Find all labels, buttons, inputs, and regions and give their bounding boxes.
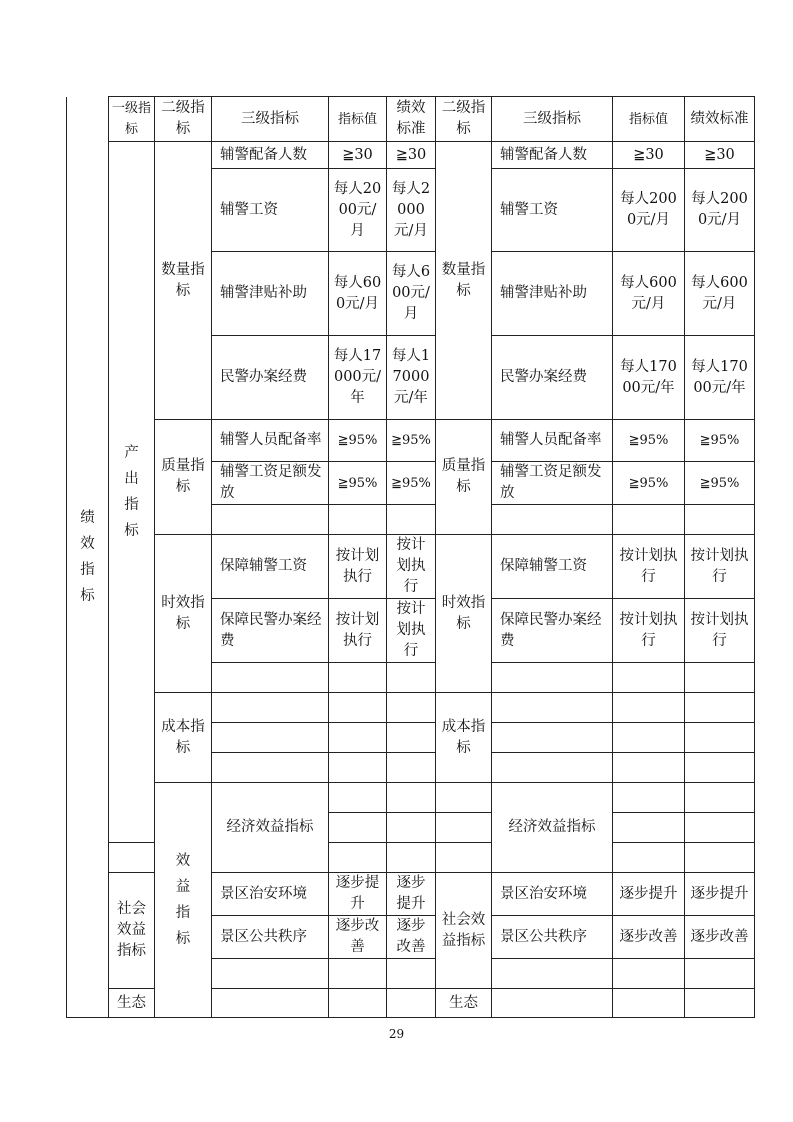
row-standard-left: ≧30: [387, 142, 436, 169]
empty-cell: [613, 505, 685, 535]
empty-cell: [685, 843, 755, 873]
empty-cell: [685, 693, 755, 723]
empty-cell: [212, 693, 329, 723]
header-value-left: 指标值: [329, 97, 387, 142]
timeliness-category-left: 时效指标: [155, 535, 212, 693]
empty-cell: [613, 663, 685, 693]
empty-cell: [387, 505, 436, 535]
empty-cell: [329, 693, 387, 723]
row-name-left: 景区公共秩序: [212, 916, 329, 959]
empty-cell: [329, 989, 387, 1018]
empty-cell: [329, 723, 387, 753]
row-standard-right: ≧95%: [685, 462, 755, 505]
quantity-category-right: 数量指标: [436, 142, 492, 420]
empty-cell: [685, 663, 755, 693]
performance-indicator-label: 绩效指标: [80, 509, 95, 604]
header-level3-left: 三级指标: [212, 97, 329, 142]
row-value-right: 逐步提升: [613, 873, 685, 916]
empty-cell: [329, 753, 387, 783]
empty-cell: [387, 989, 436, 1018]
empty-cell: [212, 989, 329, 1018]
empty-cell: [212, 959, 329, 989]
economic-category-right: 经济效益指标: [492, 783, 613, 873]
empty-cell: [613, 989, 685, 1018]
row-name-left: 保障民警办案经费: [212, 599, 329, 663]
empty-cell: [329, 663, 387, 693]
row-standard-left: 每人17000元/年: [387, 336, 436, 420]
row-standard-left: 逐步提升: [387, 873, 436, 916]
empty-cell: [212, 723, 329, 753]
row-standard-left: 按计划执行: [387, 599, 436, 663]
level0-label-cell: [67, 97, 109, 1018]
empty-cell: [212, 663, 329, 693]
row-standard-right: ≧30: [685, 142, 755, 169]
row-value-left: 每人600元/月: [329, 252, 387, 336]
empty-cell: [436, 783, 492, 813]
empty-cell: [492, 989, 613, 1018]
empty-cell: [685, 723, 755, 753]
performance-indicator-table: [66, 96, 754, 1018]
header-standard-left: 绩效标准: [387, 97, 436, 142]
row-name-left: 辅警工资足额发放: [212, 462, 329, 505]
row-name-right: 辅警工资: [492, 169, 613, 252]
row-name-right: 景区公共秩序: [492, 916, 613, 959]
row-value-left: 每人2000元/月: [329, 169, 387, 252]
empty-cell: [492, 753, 613, 783]
empty-cell: [685, 783, 755, 813]
row-standard-left: ≧95%: [387, 420, 436, 462]
empty-cell: [613, 693, 685, 723]
empty-cell: [387, 723, 436, 753]
empty-cell: [492, 693, 613, 723]
row-standard-right: 逐步提升: [685, 873, 755, 916]
empty-cell: [685, 813, 755, 843]
empty-cell: [387, 753, 436, 783]
row-standard-left: 按计划执行: [387, 535, 436, 599]
row-value-left: 逐步提升: [329, 873, 387, 916]
row-standard-left: 每人2000元/月: [387, 169, 436, 252]
row-name-right: 辅警津贴补助: [492, 252, 613, 336]
row-value-left: ≧95%: [329, 462, 387, 505]
row-value-right: 按计划执行: [613, 535, 685, 599]
row-name-right: 辅警人员配备率: [492, 420, 613, 462]
row-name-left: 保障辅警工资: [212, 535, 329, 599]
row-standard-right: 按计划执行: [685, 599, 755, 663]
row-standard-right: 每人600元/月: [685, 252, 755, 336]
row-value-left: 每人17000元/年: [329, 336, 387, 420]
row-value-right: 按计划执行: [613, 599, 685, 663]
row-name-left: 辅警津贴补助: [212, 252, 329, 336]
empty-cell: [613, 753, 685, 783]
empty-cell: [685, 505, 755, 535]
empty-cell: [329, 959, 387, 989]
ecology-category-left: 生态: [109, 989, 155, 1018]
empty-cell: [387, 813, 436, 843]
benefit-indicator-label: 效益指标: [175, 853, 191, 947]
row-value-right: ≧95%: [613, 462, 685, 505]
row-value-right: 每人17000元/年: [613, 336, 685, 420]
row-value-right: 每人600元/月: [613, 252, 685, 336]
row-name-right: 保障民警办案经费: [492, 599, 613, 663]
row-standard-right: 每人17000元/年: [685, 336, 755, 420]
empty-cell: [436, 843, 492, 873]
row-value-right: ≧30: [613, 142, 685, 169]
row-standard-right: ≧95%: [685, 420, 755, 462]
row-name-left: 辅警工资: [212, 169, 329, 252]
empty-cell: [387, 783, 436, 813]
economic-category-left: 经济效益指标: [212, 783, 329, 873]
cost-category-right: 成本指标: [436, 693, 492, 783]
row-name-left: 辅警配备人数: [212, 142, 329, 169]
empty-cell: [329, 783, 387, 813]
row-name-right: 辅警工资足额发放: [492, 462, 613, 505]
social-category-left: 社会效益指标: [109, 873, 155, 989]
empty-cell: [387, 843, 436, 873]
row-value-left: 按计划执行: [329, 599, 387, 663]
ecology-category-right: 生态: [436, 989, 492, 1018]
row-value-left: ≧30: [329, 142, 387, 169]
page-number: 29: [388, 1027, 405, 1041]
row-standard-left: 每人600元/月: [387, 252, 436, 336]
row-name-right: 辅警配备人数: [492, 142, 613, 169]
empty-cell: [492, 959, 613, 989]
row-value-left: 按计划执行: [329, 535, 387, 599]
output-label-cell: [109, 142, 155, 843]
header-value-right: 指标值: [613, 97, 685, 142]
empty-cell: [613, 723, 685, 753]
row-value-right: 每人2000元/月: [613, 169, 685, 252]
row-name-left: 辅警人员配备率: [212, 420, 329, 462]
row-value-left: ≧95%: [329, 420, 387, 462]
cost-category-left: 成本指标: [155, 693, 212, 783]
row-name-right: 保障辅警工资: [492, 535, 613, 599]
empty-cell: [613, 959, 685, 989]
empty-cell: [613, 843, 685, 873]
header-level2-left: 二级指标: [155, 97, 212, 142]
empty-cell: [329, 505, 387, 535]
empty-cell: [212, 753, 329, 783]
header-level3-right: 三级指标: [492, 97, 613, 142]
empty-cell: [212, 505, 329, 535]
output-indicator-label: 产出指标: [124, 445, 139, 539]
row-name-left: 民警办案经费: [212, 336, 329, 420]
header-level2-right: 二级指标: [436, 97, 492, 142]
empty-cell: [492, 663, 613, 693]
empty-cell: [613, 783, 685, 813]
row-standard-left: ≧95%: [387, 462, 436, 505]
empty-cell: [492, 723, 613, 753]
row-value-right: ≧95%: [613, 420, 685, 462]
header-standard-right: 绩效标准: [685, 97, 755, 142]
quality-category-right: 质量指标: [436, 420, 492, 535]
timeliness-category-right: 时效指标: [436, 535, 492, 693]
row-standard-right: 每人2000元/月: [685, 169, 755, 252]
social-category-right: 社会效益指标: [436, 873, 492, 989]
empty-cell: [492, 505, 613, 535]
row-name-right: 民警办案经费: [492, 336, 613, 420]
benefit-label-cell: [155, 783, 212, 1018]
quantity-category-left: 数量指标: [155, 142, 212, 420]
empty-cell: [329, 843, 387, 873]
quality-category-left: 质量指标: [155, 420, 212, 535]
empty-cell: [436, 813, 492, 843]
row-standard-left: 逐步改善: [387, 916, 436, 959]
empty-cell: [387, 693, 436, 723]
row-name-left: 景区治安环境: [212, 873, 329, 916]
empty-cell: [613, 813, 685, 843]
header-level1: 一级指标: [109, 97, 155, 142]
empty-cell: [685, 989, 755, 1018]
empty-cell: [685, 753, 755, 783]
empty-cell: [109, 843, 155, 873]
empty-cell: [685, 959, 755, 989]
row-standard-right: 逐步改善: [685, 916, 755, 959]
empty-cell: [387, 959, 436, 989]
empty-cell: [387, 663, 436, 693]
row-standard-right: 按计划执行: [685, 535, 755, 599]
row-value-right: 逐步改善: [613, 916, 685, 959]
row-value-left: 逐步改善: [329, 916, 387, 959]
empty-cell: [329, 813, 387, 843]
row-name-right: 景区治安环境: [492, 873, 613, 916]
